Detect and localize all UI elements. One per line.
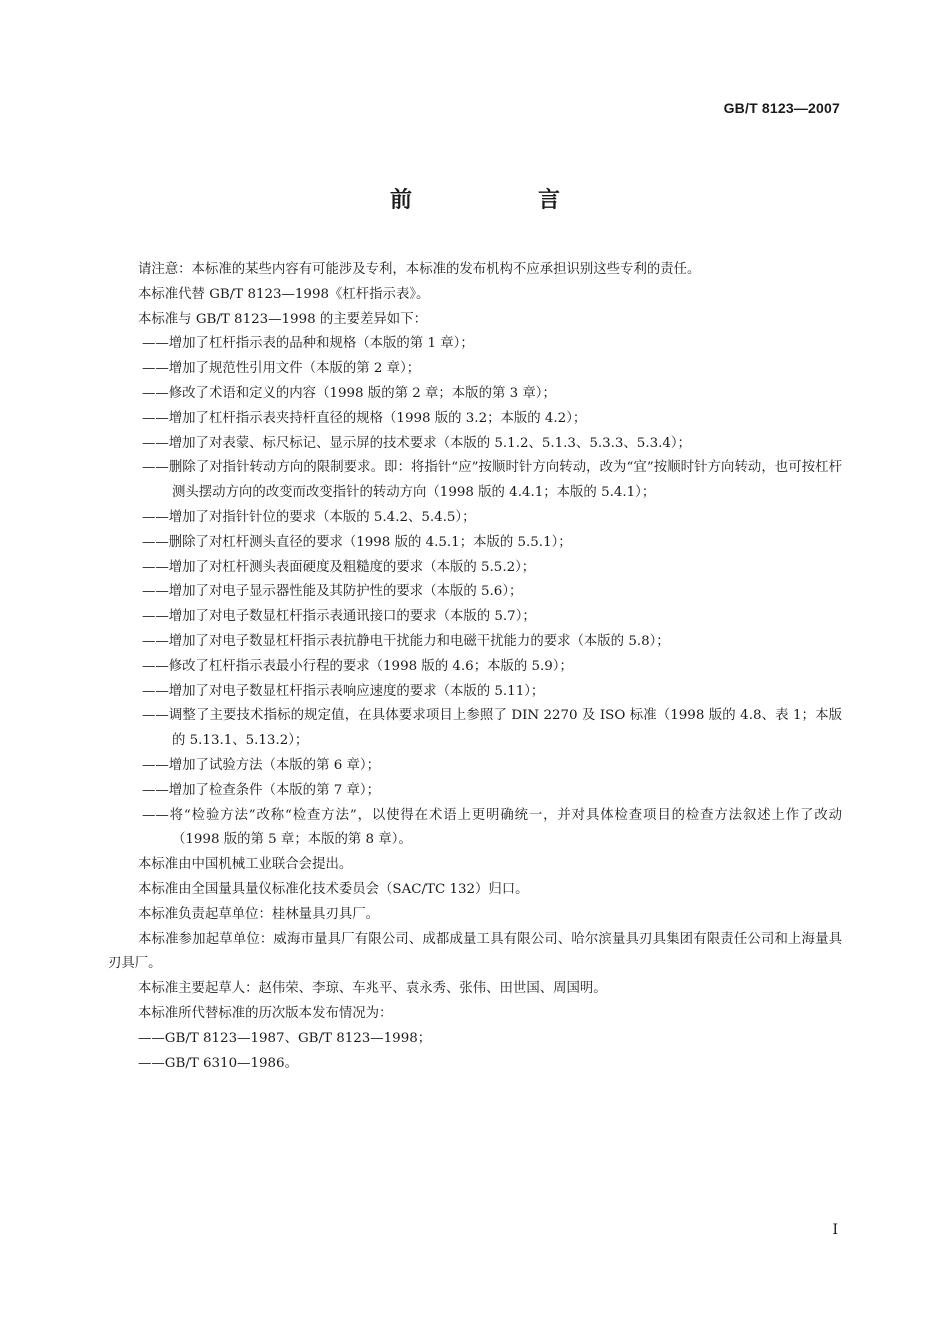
list-item: ——修改了杠杆指示表最小行程的要求（1998 版的 4.6；本版的 5.9）； xyxy=(142,658,573,674)
list-item: ——增加了对电子数显杠杆指示表响应速度的要求（本版的 5.11）； xyxy=(142,683,545,699)
paragraph-drafting-unit: 本标准负责起草单位：桂林量具刃具厂。 xyxy=(138,906,380,922)
list-item: ——增加了对指针针位的要求（本版的 5.4.2、5.4.5）； xyxy=(142,509,476,525)
list-item: ——增加了对杠杆测头表面硬度及粗糙度的要求（本版的 5.5.2）； xyxy=(142,559,536,575)
list-item: ——将“检验方法”改称“检查方法”，以使得在术语上更明确统一，并对具体检查项目的检查方法叙述上作了改动（1998 版的第 5 章；本版的第 8 章）。 xyxy=(142,807,842,848)
list-item: ——调整了主要技术指标的规定值，在具体要求项目上参照了 DIN 2270 及 ISO 标准（1998 版的 4.8、表 1；本版的 5.13.1、5.13.2）； xyxy=(142,708,842,749)
list-item: ——增加了检查条件（本版的第 7 章）； xyxy=(142,782,380,798)
list-item: ——增加了杠杆指示表夹持杆直径的规格（1998 版的 3.2；本版的 4.2）； xyxy=(142,410,587,426)
paragraph-history-intro: 本标准所代替标准的历次版本发布情况为： xyxy=(138,1005,393,1021)
history-item: ——GB/T 6310—1986。 xyxy=(138,1055,298,1071)
list-item: ——增加了对电子显示器性能及其防护性的要求（本版的 5.6）； xyxy=(142,584,523,600)
list-item: ——增加了试验方法（本版的第 6 章）； xyxy=(142,757,380,773)
list-item: ——增加了对电子数显杠杆指示表通讯接口的要求（本版的 5.7）； xyxy=(142,609,536,625)
list-item: ——增加了对表蒙、标尺标记、显示屏的技术要求（本版的 5.1.2、5.1.3、5.3.3、5.3.4）； xyxy=(142,435,691,451)
foreword-body xyxy=(108,258,842,1076)
list-item: ——修改了术语和定义的内容（1998 版的第 2 章；本版的第 3 章）； xyxy=(142,385,556,401)
standard-code: GB/T 8123—2007 xyxy=(723,100,840,116)
list-item: ——增加了对电子数显杠杆指示表抗静电干扰能力和电磁干扰能力的要求（本版的 5.8）； xyxy=(142,633,670,649)
paragraph-replaces: 本标准代替 GB/T 8123—1998《杠杆指示表》。 xyxy=(138,286,430,302)
paragraph-patent-notice: 请注意：本标准的某些内容有可能涉及专利，本标准的发布机构不应承担识别这些专利的责任。 xyxy=(138,262,701,277)
paragraph-differences-intro: 本标准与 GB/T 8123—1998 的主要差异如下： xyxy=(138,311,427,327)
paragraph-proposed-by: 本标准由中国机械工业联合会提出。 xyxy=(138,857,353,873)
list-item: ——增加了规范性引用文件（本版的第 2 章）； xyxy=(142,361,421,377)
page-title: 前 言 xyxy=(389,188,612,213)
history-item: ——GB/T 8123—1987、GB/T 8123—1998； xyxy=(138,1030,432,1046)
paragraph-participating-units: 本标准参加起草单位：威海市量具厂有限公司、成都成量工具有限公司、哈尔滨量具刃具集团有限责任公司和上海量具刃具厂。 xyxy=(108,931,842,972)
paragraph-drafters: 本标准主要起草人：赵伟荣、李琼、车兆平、袁永秀、张伟、田世国、周国明。 xyxy=(138,981,607,997)
list-item: ——删除了对杠杆测头直径的要求（1998 版的 4.5.1；本版的 5.5.1）； xyxy=(142,534,572,550)
list-item: ——增加了杠杆指示表的品种和规格（本版的第 1 章）； xyxy=(142,336,474,352)
page-number: I xyxy=(832,1222,838,1238)
paragraph-centralized-by: 本标准由全国量具量仪标准化技术委员会（SAC/TC 132）归口。 xyxy=(138,881,529,897)
list-item: ——删除了对指针转动方向的限制要求。即：将指针“应”按顺时针方向转动，改为“宜”按顺时针方向转动，也可按杠杆测头摆动方向的改变而改变指针的转动方向（1998 版的 4.4.1；本版的 5.4.1）； xyxy=(142,460,842,501)
